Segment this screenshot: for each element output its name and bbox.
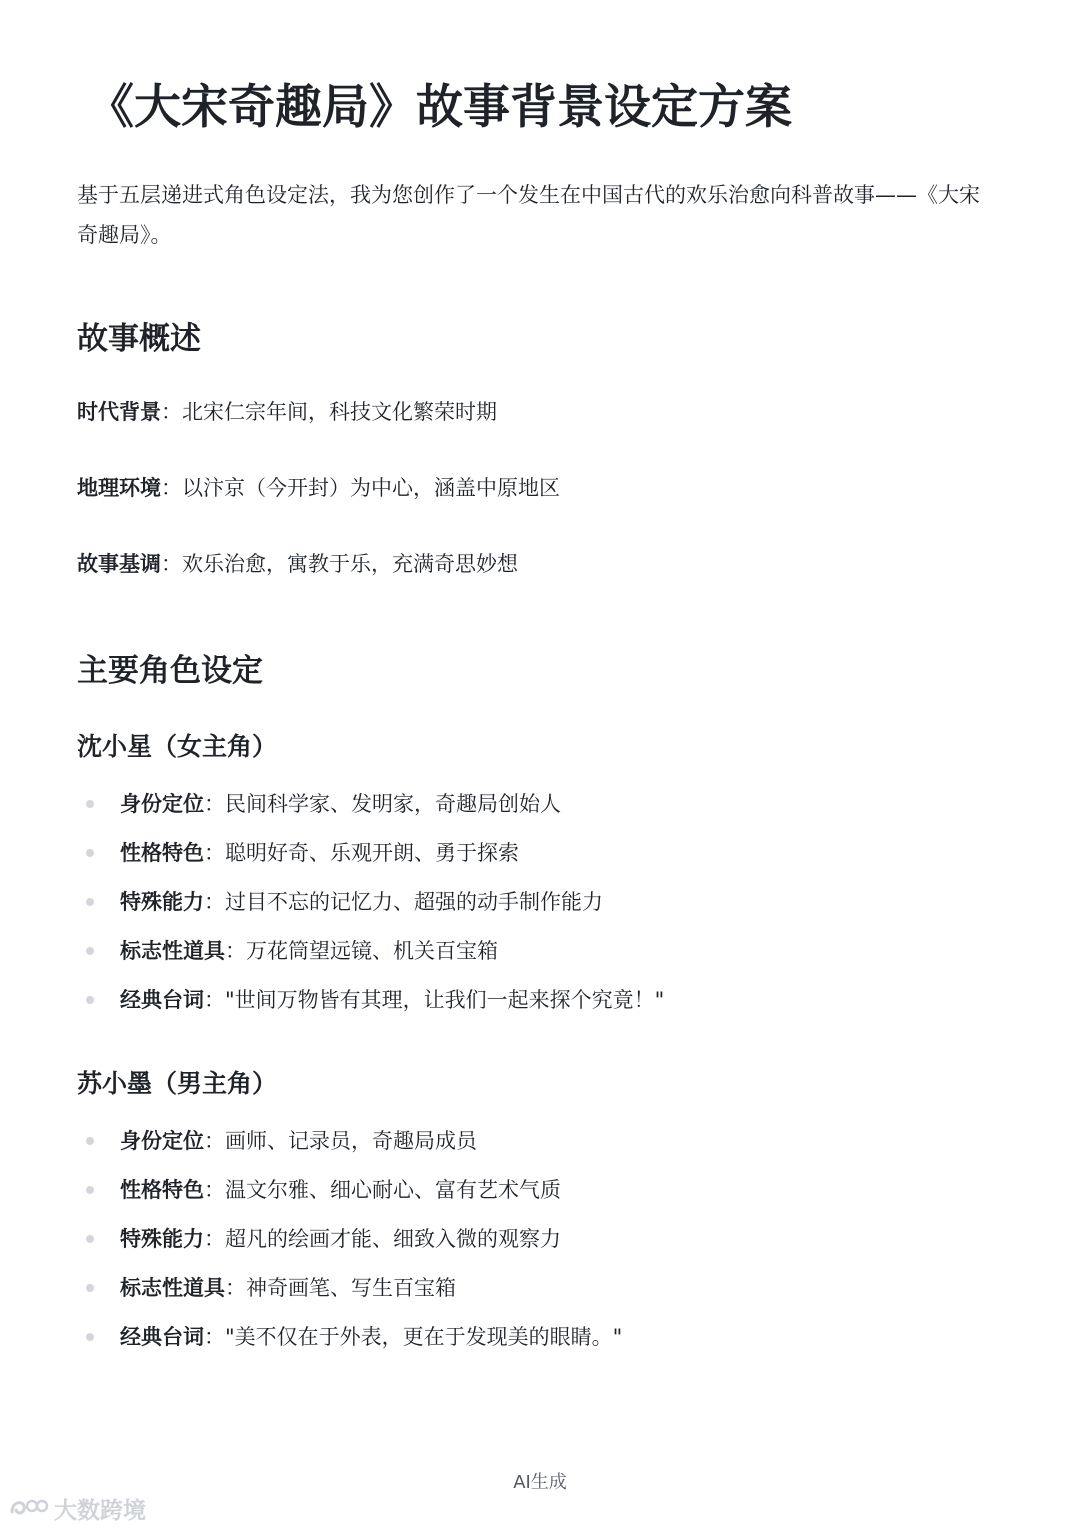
list-item — [77, 829, 977, 878]
overview-field-tone — [77, 548, 518, 580]
bullet-dot-icon — [86, 996, 94, 1004]
character-name-heading: 沈小星（女主角） — [77, 732, 278, 761]
overview-field-geography — [77, 472, 560, 504]
list-item — [77, 1166, 977, 1215]
field-value: ：欢乐治愈，寓教于乐，充满奇思妙想 — [161, 552, 518, 576]
field-value: ：以汴京（今开封）为中心，涵盖中原地区 — [161, 476, 560, 500]
item-value: ：聪明好奇、乐观开朗、勇于探索 — [204, 841, 519, 865]
item-label: 经典台词 — [120, 988, 204, 1012]
item-value: ：画师、记录员，奇趣局成员 — [204, 1129, 477, 1153]
list-item — [77, 1117, 977, 1166]
list-item — [77, 976, 977, 1025]
bullet-dot-icon — [86, 898, 94, 906]
item-value: ：温文尔雅、细心耐心、富有艺术气质 — [204, 1178, 561, 1202]
bullet-dot-icon — [86, 1235, 94, 1243]
field-label: 地理环境 — [77, 476, 161, 500]
character-attribute-list — [77, 780, 977, 1025]
list-item — [77, 1313, 977, 1362]
bullet-dot-icon — [86, 1333, 94, 1341]
character-name-heading: 苏小墨（男主角） — [77, 1069, 278, 1098]
item-label: 经典台词 — [120, 1325, 204, 1349]
watermark-logo-icon — [8, 1494, 50, 1522]
characters-heading: 主要角色设定 — [77, 653, 263, 689]
bullet-dot-icon — [86, 849, 94, 857]
item-value: ：超凡的绘画才能、细致入微的观察力 — [204, 1227, 561, 1251]
list-item — [77, 927, 977, 976]
list-item — [77, 878, 977, 927]
bullet-dot-icon — [86, 1284, 94, 1292]
item-label: 标志性道具 — [120, 939, 225, 963]
item-value: ："美不仅在于外表，更在于发现美的眼睛。" — [204, 1325, 623, 1349]
bullet-dot-icon — [86, 800, 94, 808]
bullet-dot-icon — [86, 1186, 94, 1194]
character-attribute-list — [77, 1117, 977, 1362]
field-label: 故事基调 — [77, 552, 161, 576]
intro-paragraph: 基于五层递进式角色设定法，我为您创作了一个发生在中国古代的欢乐治愈向科普故事——《大宋奇趣局》。 — [77, 183, 980, 247]
ai-generated-label: AI生成 — [513, 1472, 567, 1493]
watermark — [8, 1490, 146, 1526]
item-label: 性格特色 — [120, 841, 204, 865]
item-label: 性格特色 — [120, 1178, 204, 1202]
list-item — [77, 1215, 977, 1264]
item-label: 特殊能力 — [120, 890, 204, 914]
item-value: ："世间万物皆有其理，让我们一起来探个究竟！" — [204, 988, 665, 1012]
item-label: 身份定位 — [120, 1129, 204, 1153]
overview-field-era — [77, 396, 497, 428]
item-value: ：民间科学家、发明家，奇趣局创始人 — [204, 792, 561, 816]
bullet-dot-icon — [86, 947, 94, 955]
item-label: 标志性道具 — [120, 1276, 225, 1300]
overview-heading: 故事概述 — [77, 321, 201, 357]
item-label: 特殊能力 — [120, 1227, 204, 1251]
item-label: 身份定位 — [120, 792, 204, 816]
item-value: ：过目不忘的记忆力、超强的动手制作能力 — [204, 890, 603, 914]
bullet-dot-icon — [86, 1137, 94, 1145]
watermark-text: 大数跨境 — [54, 1497, 146, 1524]
list-item — [77, 1264, 977, 1313]
item-value: ：神奇画笔、写生百宝箱 — [225, 1276, 456, 1300]
item-value: ：万花筒望远镜、机关百宝箱 — [225, 939, 498, 963]
page-title: 《大宋奇趣局》故事背景设定方案 — [87, 80, 792, 135]
field-label: 时代背景 — [77, 400, 161, 424]
field-value: ：北宋仁宗年间，科技文化繁荣时期 — [161, 400, 497, 424]
list-item — [77, 780, 977, 829]
